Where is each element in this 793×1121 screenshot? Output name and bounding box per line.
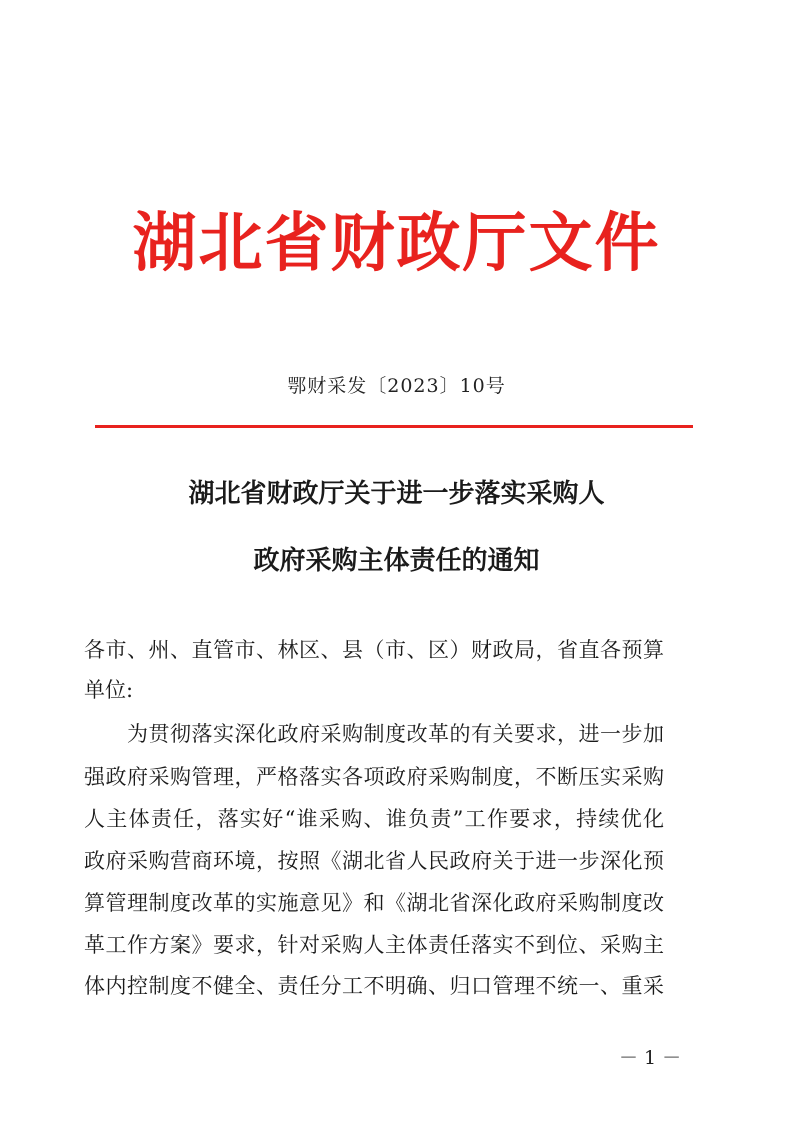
paragraph-line: 体内控制度不健全、责任分工不明确、归口管理不统一、重采 xyxy=(84,974,664,998)
paragraph-line: 为贯彻落实深化政府采购制度改革的有关要求，进一步加 xyxy=(84,722,664,746)
paragraph-line: 算管理制度改革的实施意见》和《湖北省深化政府采购制度改 xyxy=(84,891,664,915)
paragraph-line: 人主体责任，落实好“谁采购、谁负责”工作要求，持续优化 xyxy=(84,807,664,831)
paragraph-line: 政府采购营商环境，按照《湖北省人民政府关于进一步深化预 xyxy=(84,849,664,873)
document-number: 鄂财采发〔2023〕10号 xyxy=(287,375,506,397)
notice-title-line-2: 政府采购主体责任的通知 xyxy=(253,546,540,576)
addressee-line-1: 各市、州、直管市、林区、县（市、区）财政局，省直各预算 xyxy=(84,638,664,662)
paragraph-line: 强政府采购管理，严格落实各项政府采购制度，不断压实采购 xyxy=(84,765,664,789)
document-header-title: 湖北省财政厅文件 xyxy=(132,206,661,281)
paragraph-line: 革工作方案》要求，针对采购人主体责任落实不到位、采购主 xyxy=(84,933,664,957)
notice-title-line-1: 湖北省财政厅关于进一步落实采购人 xyxy=(188,479,605,509)
page-number: － 1 － xyxy=(619,1047,682,1069)
addressee-line-2: 单位: xyxy=(84,678,134,702)
red-separator-rule xyxy=(95,425,693,428)
